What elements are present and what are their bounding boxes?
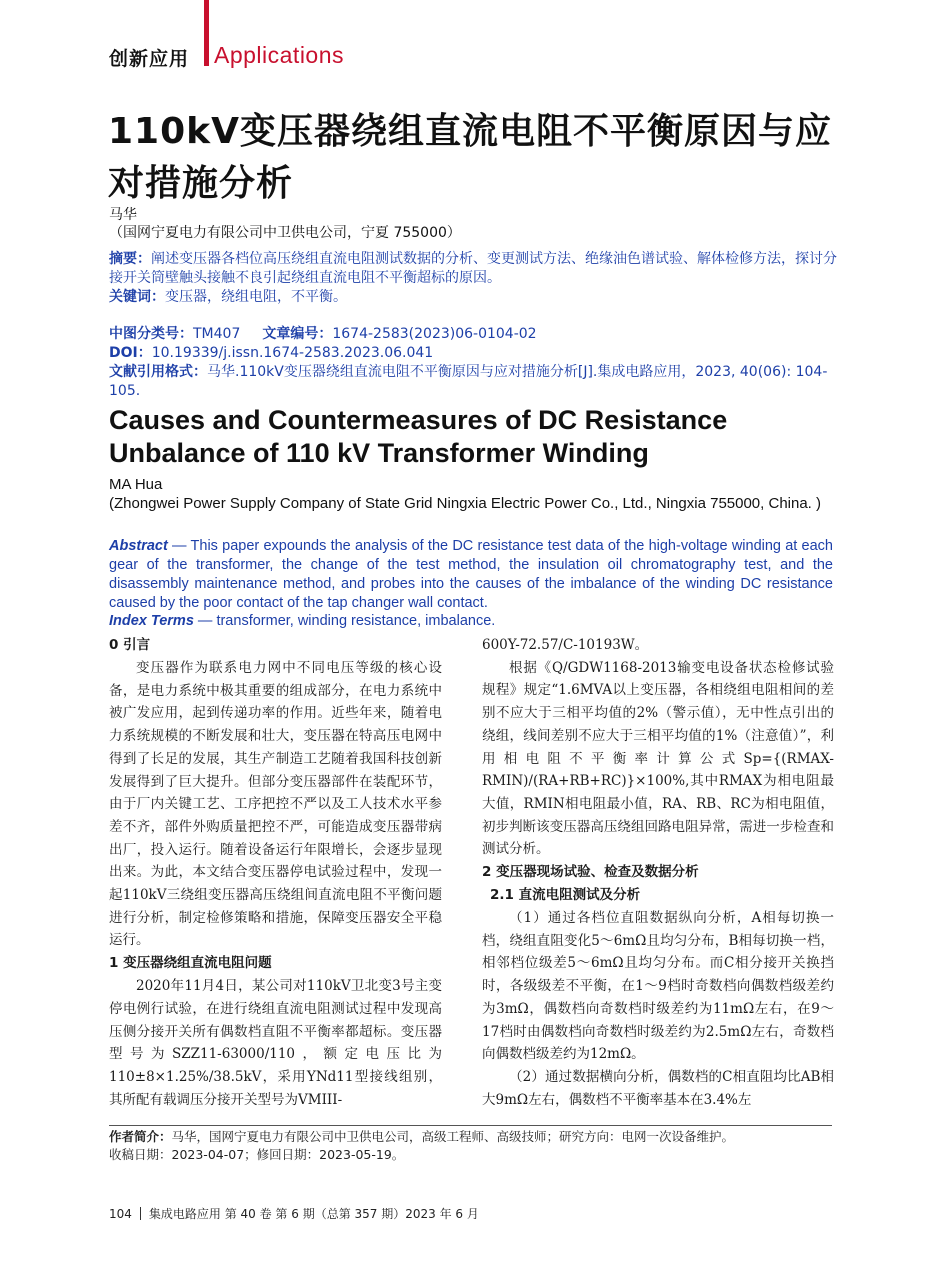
section-0-paragraph-1: 变压器作为联系电力网中不同电压等级的核心设备，是电力系统中极其重要的组成部分，在电力系统中被广发应用，起到传递功率的作用。近些年来，随着电力系统规模的不断发展和壮大，变压器在特高压电网中得到了长足的发展，其生产制造工艺随着我国科技创新发展得到了巨大提升。但部分变压器部件在装配环节，由于厂内关键工艺、工序把控不严以及工人技术水平参差不齐，部件外购质量把控不严，可能造成变压器带病出厂，投入运行。随着设备运行年限增长，会逐步显现出来。为此，本文结合变压器停电试验过程中，发现一起110kV三绕组变压器高压绕组间直流电阻不平衡问题进行分析，制定检修策略和措施，保障变压器安全平稳运行。 [109, 660, 442, 949]
citation-line [109, 363, 839, 401]
doi-line [109, 344, 839, 363]
section-1-paragraph-1-cont: 600Y-72.57/C-10193W。 [482, 637, 649, 653]
citation-label: 文献引用格式： [109, 364, 207, 380]
clc-label: 中图分类号： [109, 326, 193, 342]
article-title-cn: 110kV变压器绕组直流电阻不平衡原因与应对措施分析 [108, 111, 832, 204]
author-bio-text: 马华，国网宁夏电力有限公司中卫供电公司，高级工程师、高级技师；研究方向：电网一次设备维护。 [171, 1129, 735, 1144]
abstract-en [109, 537, 833, 613]
header-accent-bar [204, 0, 209, 66]
section-label-en: Applications [214, 42, 345, 68]
doi-value[interactable]: 10.19339/j.issn.1674-2583.2023.06.041 [151, 345, 434, 361]
author-cn: 马华 [109, 207, 137, 223]
author-bio-label: 作者简介： [109, 1129, 172, 1144]
journal-info: 集成电路应用 第 40 卷 第 6 期（总第 357 期）2023 年 6 月 [148, 1207, 479, 1221]
abstract-cn-label: 摘要： [109, 251, 151, 267]
abstract-en-label: Abstract [109, 538, 168, 554]
section-2-1-paragraph-2: （2）通过数据横向分析，偶数档的C相直阻均比AB相大9mΩ左右，偶数档不平衡率基本在3.4%左 [482, 1068, 834, 1108]
citation-value: 马华.110kV变压器绕组直流电阻不平衡原因与应对措施分析[J].集成电路应用，2023, 40(06): 104-105. [109, 364, 828, 399]
doi-label: DOI： [109, 345, 152, 361]
article-no-value: 1674-2583(2023)06-0104-02 [332, 326, 537, 342]
index-terms-dash: — [193, 613, 217, 629]
abstract-en-text: This paper expounds the analysis of the DC resistance test data of the high-voltage winding at each gear of the transformer, the change of the test method, the insulation oil chromatography test, and the disassembly maintenance method, and probes into the causes of the imbalance of the winding DC resistance caused by the poor contact of the tap changer wall contact. [109, 538, 833, 611]
footnote [109, 1128, 839, 1164]
index-terms-en [109, 612, 833, 631]
section-1-paragraph-2: 根据《Q/GDW1168-2013输变电设备状态检修试验规程》规定“1.6MVA以上变压器，各相绕组电阻相间的差别不应大于三相平均值的2%（警示值），无中性点引出的绕组，线间差别不应大于三相平均值的1%（注意值）”，利用相电阻不平衡率计算公式Sp={(RMAX-RMIN)/(RA+RB+RC)}×100%,其中RMAX为相电阻最大值，RMIN相电阻最小值，RA、RB、RC为相电阻值，初步判断该变压器高压绕组回路电阻异常，需进一步检查和测试分析。 [482, 659, 834, 858]
classification-line [109, 325, 839, 344]
author-bio [109, 1128, 839, 1146]
section-1-heading: 1 变压器绕组直流电阻问题 [109, 955, 272, 972]
affiliation-en: (Zhongwei Power Supply Company of State Grid Ningxia Electric Power Co., Ltd., Ningxia 755000, China. ) [109, 495, 822, 512]
section-2-1-heading: 2.1 直流电阻测试及分析 [490, 887, 641, 904]
page-footer [109, 1205, 479, 1222]
index-terms-label: Index Terms [109, 613, 194, 629]
author-en: MA Hua [109, 476, 163, 493]
article-no-label: 文章编号： [262, 326, 333, 342]
keywords-cn [109, 288, 839, 307]
section-0-heading: 0 引言 [109, 637, 151, 653]
section-2-heading: 2 变压器现场试验、检查及数据分析 [482, 864, 699, 881]
abstract-en-dash: — [167, 538, 191, 554]
page-number: 104 [109, 1207, 132, 1221]
section-1-paragraph-1: 2020年11月4日，某公司对110kV卫北变3号主变停电例行试验，在进行绕组直流电阻测试过程中发现高压侧分接开关所有偶数档直阻不平衡率都超标。变压器型号为SZZ11-63000/110，额定电压比为110±8×1.25%/38.5kV，采用YNd11型接线组别，其所配有载调压分接开关型号为VMIII- [109, 978, 442, 1108]
received-dates: 收稿日期：2023-04-07；修回日期：2023-05-19。 [109, 1147, 405, 1162]
abstract-cn-text: 阐述变压器各档位高压绕组直流电阻测试数据的分析、变更测试方法、绝缘油色谱试验、解体检修方法，探讨分接开关筒壁触头接触不良引起绕组直流电阻不平衡超标的原因。 [109, 251, 837, 286]
section-2-1-paragraph-1: （1）通过各档位直阻数据纵向分析，A相每切换一档，绕组直阻变化5～6mΩ且均匀分布，B相每切换一档，相邻档位级差5～6mΩ且均匀分布。而C相分接开关换挡时，各级级差不平衡，在1～9档时奇数档向偶数档级差约为3mΩ，偶数档向奇数档时级差约为11mΩ左右，在9～17档时由偶数档向奇数档时级差约为2.5mΩ左右，奇数档向偶数档级差约为12mΩ。 [482, 910, 834, 1063]
index-terms-text: transformer, winding resistance, imbalance. [216, 613, 496, 629]
keywords-cn-text: 变压器，绕组电阻，不平衡。 [165, 289, 347, 305]
footer-separator [140, 1207, 141, 1220]
affiliation-cn: （国网宁夏电力有限公司中卫供电公司，宁夏 755000） [109, 225, 461, 241]
section-label-cn: 创新应用 [109, 48, 190, 70]
body-column-left [109, 634, 442, 1111]
body-column-right [482, 634, 834, 1111]
footnote-divider [109, 1125, 832, 1126]
abstract-cn [109, 250, 839, 288]
clc-value: TM407 [193, 326, 241, 342]
article-title-en: Causes and Countermeasures of DC Resistance Unbalance of 110 kV Transformer Winding [109, 405, 728, 468]
keywords-cn-label: 关键词： [109, 289, 165, 305]
